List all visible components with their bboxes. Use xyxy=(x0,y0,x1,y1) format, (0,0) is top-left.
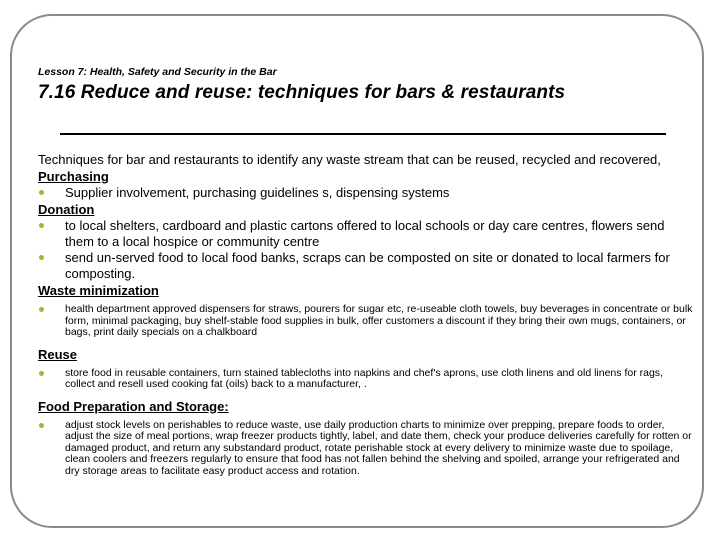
list-item-text: send un-served food to local food banks, scraps can be composted on site or donated to local farmers for composting. xyxy=(65,250,670,281)
section-heading-waste-minimization: Waste minimization xyxy=(38,283,159,298)
list-item xyxy=(38,218,693,250)
list-item-text: adjust stock levels on perishables to reduce waste, use daily production charts to minimize over prepping, prepare foods to order, adjust the size of meal portions, wrap freezer products tightly, label, and date them, check your produce deliveries carefully for rotten or damaged product, and return any substandard product, rotate perishable stock at every delivery to minimize waste due to spoilage, clean coolers and freezers regularly to ensure that food has not fallen behind the shelving and spoiled, arrange your refrigerated and dry storage areas to facilitate easy product access and rotation. xyxy=(65,418,692,477)
list-item xyxy=(38,304,693,339)
lesson-label: Lesson 7: Health, Safety and Security in the Bar xyxy=(38,66,277,78)
bullet-icon xyxy=(39,371,44,376)
section-heading-donation: Donation xyxy=(38,202,95,217)
donation-list xyxy=(38,218,693,282)
section-heading-purchasing: Purchasing xyxy=(38,169,109,184)
purchasing-list xyxy=(38,185,693,201)
food-preparation-list xyxy=(38,420,693,478)
bullet-icon xyxy=(39,223,44,228)
slide-title: 7.16 Reduce and reuse: techniques for bars & restaurants xyxy=(38,82,566,103)
bullet-icon xyxy=(39,307,44,312)
list-item xyxy=(38,368,693,391)
list-item-text: to local shelters, cardboard and plastic cartons offered to local schools or day care centres, flowers send them to a local hospice or community centre xyxy=(65,218,665,249)
list-item-text: Supplier involvement, purchasing guidelines s, dispensing systems xyxy=(65,185,450,200)
list-item xyxy=(38,185,693,201)
bullet-icon xyxy=(39,190,44,195)
intro-text: Techniques for bar and restaurants to identify any waste stream that can be reused, recycled and recovered, xyxy=(38,152,661,167)
list-item-text: health department approved dispensers for straws, pourers for sugar etc, re-useable cloth towels, buy beverages in concentrate or bulk form, minimal packaging, buy shelf-stable food supplies in bulk, offer customers a discount if they bring their own mugs, containers, or bags, print daily specials on a chalkboard xyxy=(65,303,693,338)
title-divider xyxy=(60,133,666,135)
list-item xyxy=(38,420,693,478)
list-item xyxy=(38,250,693,282)
reuse-list xyxy=(38,368,693,391)
slide-body xyxy=(38,151,693,477)
section-heading-food-preparation: Food Preparation and Storage: xyxy=(38,398,229,414)
bullet-icon xyxy=(39,255,44,260)
section-heading-reuse: Reuse xyxy=(38,346,78,362)
waste-minimization-list xyxy=(38,304,693,339)
list-item-text: store food in reusable containers, turn stained tablecloths into napkins and chef's aprons, use cloth linens and old linens for rags, collect and resell used cooking fat (oils) back to a manufacturer, . xyxy=(65,366,663,390)
bullet-icon xyxy=(39,423,44,428)
